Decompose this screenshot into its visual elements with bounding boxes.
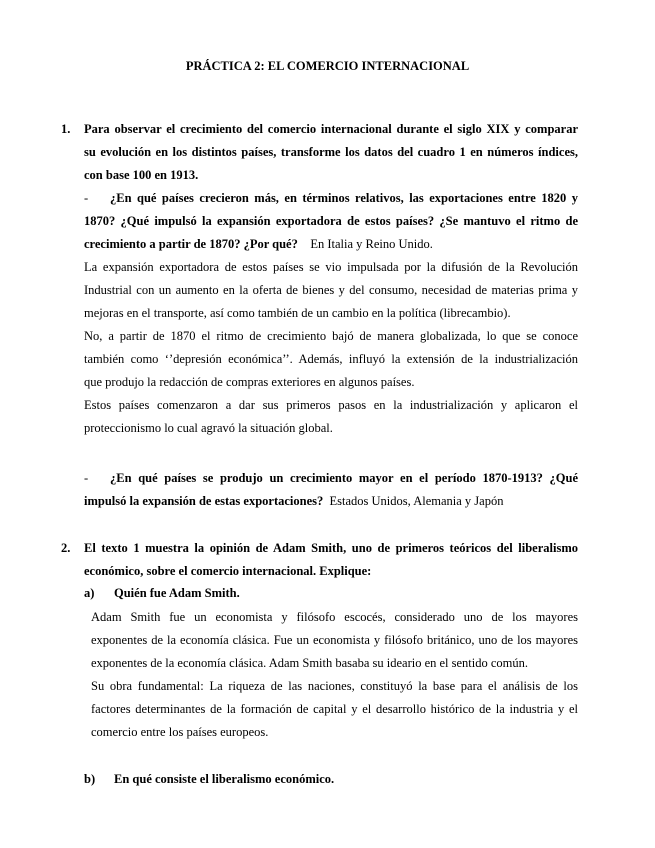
answer-line: proteccionismo lo cual agravó la situación global.	[84, 421, 333, 435]
answer-line: No, a partir de 1870 el ritmo de crecimiento bajó de manera globalizada, lo que se conoce	[84, 329, 578, 343]
q2-a-answer	[91, 606, 578, 744]
q1-sub1-q-text: ¿En qué países crecieron más, en términos relativos, las exportaciones entre 1820 y	[110, 191, 578, 205]
q1-sub1-inline-answer: En Italia y Reino Unido.	[310, 237, 433, 251]
bullet-dash: -	[84, 471, 89, 485]
q1-prompt	[84, 118, 578, 187]
q2-prompt	[84, 537, 578, 583]
q1-sub2-q-text: impulsó la expansión de estas exportaciones?	[84, 494, 324, 508]
q2-b-question: En qué consiste el liberalismo económico.	[114, 772, 335, 786]
q1-sub2-q-text: ¿En qué países se produjo un crecimiento mayor en el período 1870-1913? ¿Qué	[110, 471, 578, 485]
answer-line: que produjo la redacción de compras exteriores en algunos países.	[84, 375, 415, 389]
q1-sub2-question-line	[84, 467, 578, 490]
q1-sub1	[84, 187, 578, 440]
q1-sub1-question-line	[84, 233, 578, 256]
q2-b-label: b)	[84, 772, 96, 786]
q1-number: 1.	[61, 122, 71, 136]
answer-line: mejoras en el transporte, así como también de un cambio en la política (librecambio).	[84, 306, 511, 320]
q1-sub1-question-line	[84, 187, 578, 210]
q1-sub1-q-text: crecimiento a partir de 1870? ¿Por qué?	[84, 237, 298, 251]
answer-line: también como ‘’depresión económica’’. Además, influyó la extensión de la industrialización	[84, 352, 578, 366]
q2-a-question: Quién fue Adam Smith.	[114, 586, 240, 600]
answer-line: comercio entre los países europeos.	[91, 725, 269, 739]
q2-a-label: a)	[84, 586, 95, 600]
q1-sub2	[84, 467, 578, 513]
answer-line: exponentes de la economía clásica. Adam Smith basaba su ideario en el sentido común.	[91, 656, 529, 670]
q1-sub2-inline-answer: Estados Unidos, Alemania y Japón	[329, 494, 504, 508]
answer-line: Industrial con un aumento en la oferta de bienes y del consumo, necesidad de materias prima y	[84, 283, 578, 297]
answer-line: Estos países comenzaron a dar sus primeros pasos en la industrialización y aplicaron el	[84, 398, 578, 412]
page-title: PRÁCTICA 2: EL COMERCIO INTERNACIONAL	[185, 59, 470, 73]
q2-prompt-line: El texto 1 muestra la opinión de Adam Smith, uno de primeros teóricos del liberalismo	[84, 541, 578, 555]
answer-line: Su obra fundamental: La riqueza de las naciones, constituyó la base para el análisis de los	[91, 679, 578, 693]
q1-sub2-question-line	[84, 490, 578, 513]
bullet-dash: -	[84, 191, 89, 205]
q1-prompt-line: con base 100 en 1913.	[84, 168, 199, 182]
q1-prompt-line: Para observar el crecimiento del comercio internacional durante el siglo XIX y comparar	[84, 122, 578, 136]
q2-prompt-line: económico, sobre el comercio internacional. Explique:	[84, 564, 372, 578]
q1-sub1-question-line: 1870? ¿Qué impulsó la expansión exportadora de estos países? ¿Se mantuvo el ritmo de	[84, 214, 578, 228]
q1-prompt-line: su evolución en los distintos países, transforme los datos del cuadro 1 en números índices,	[84, 145, 578, 159]
q2-number: 2.	[61, 541, 71, 555]
answer-line: Adam Smith fue un economista y filósofo escocés, considerado uno de los mayores	[91, 610, 578, 624]
answer-line: factores determinantes de la formación de capital y el desarrollo histórico de la industria y el	[91, 702, 578, 716]
answer-line: exponentes de la economía clásica. Fue un economista y filósofo británico, uno de los mayores	[91, 633, 578, 647]
answer-line: La expansión exportadora de estos países se vio impulsada por la difusión de la Revolución	[84, 260, 578, 274]
